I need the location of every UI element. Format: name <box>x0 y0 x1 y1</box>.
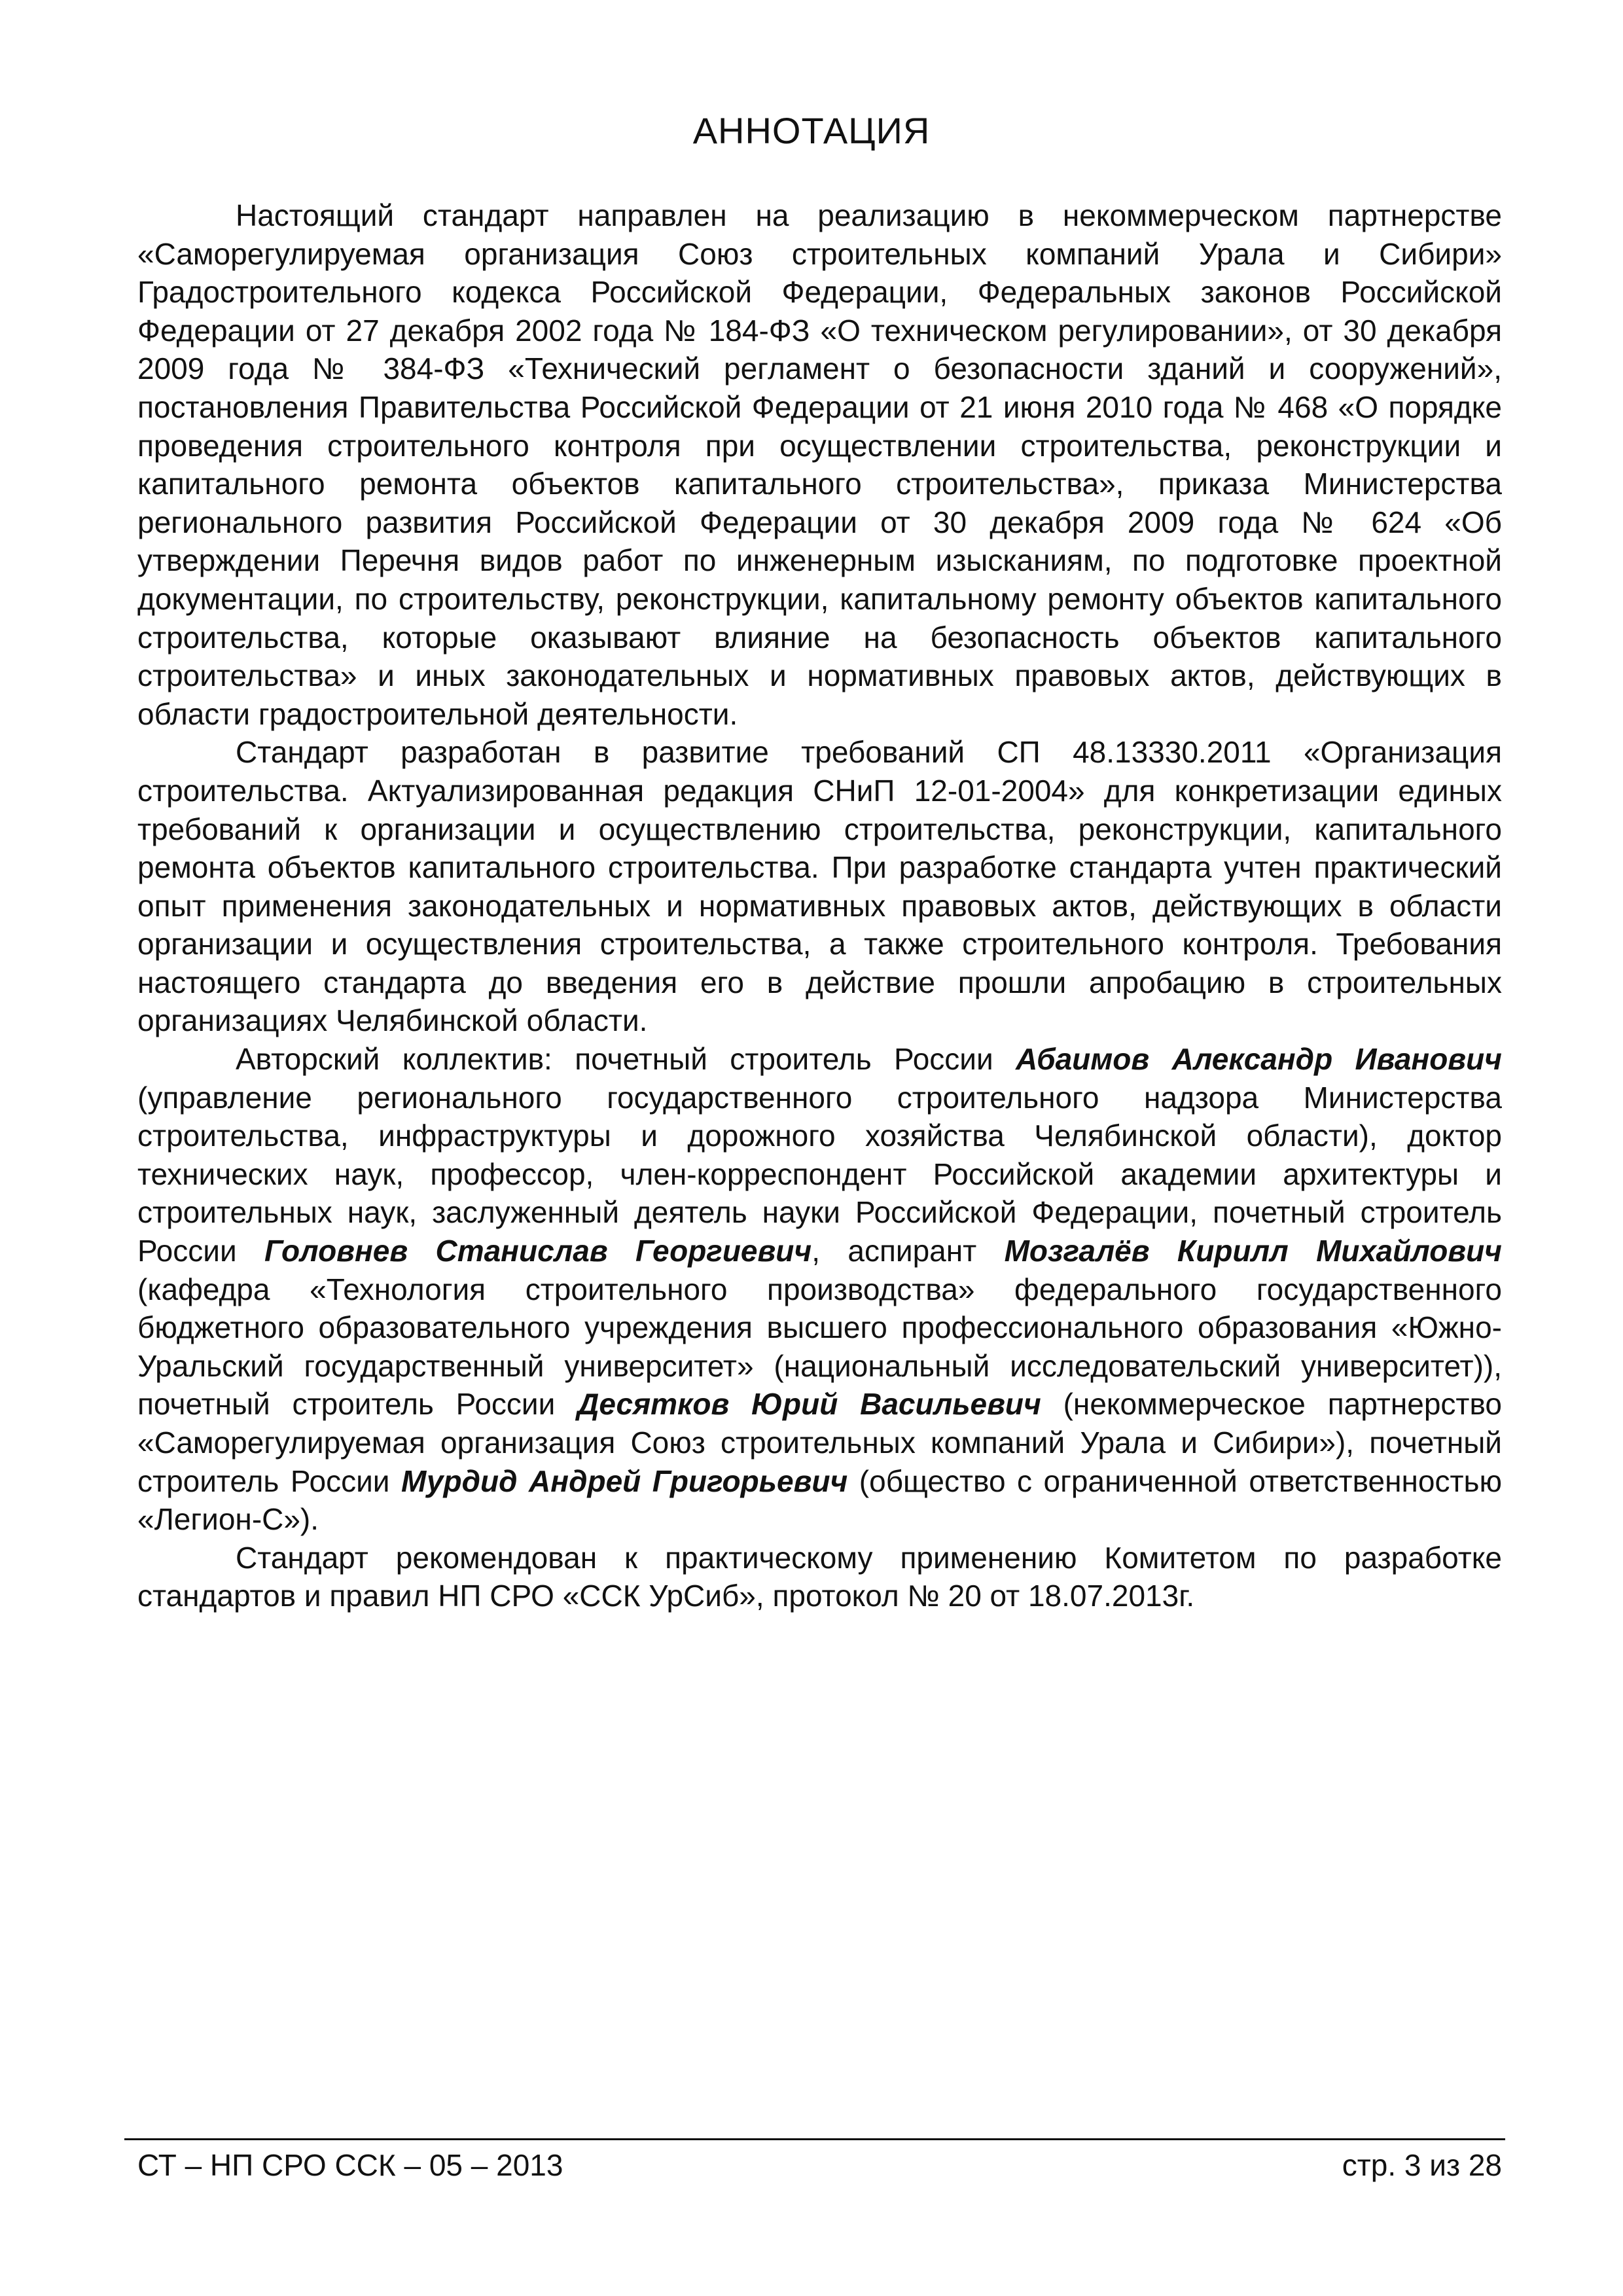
page-title: АННОТАЦИЯ <box>692 110 931 151</box>
authors-text-2: (управление регионального государственного строительного надзора Министерства строительства, инфраструктуры и дорожного хозяйства Челябинской области), доктор технических наук, профессор, член-корреспондент Российской академии архитектуры и строительных наук, заслуженный деятель науки Российской Федерации, почетный строитель России <box>137 1080 1502 1268</box>
authors-text-1: Авторский коллектив: почетный строитель России <box>236 1042 1016 1077</box>
paragraph-scope: Настоящий стандарт направлен на реализацию в некоммерческом партнерстве «Саморегулируемая организация Союз строительных компаний Урала и Сибири» Градостроительного кодекса Российской Федерации, Федеральных законов Российской Федерации от 27 декабря 2002 года № 184-ФЗ «О техническом регулировании», от 30 декабря 2009 года № 384-ФЗ «Технический регламент о безопасности зданий и сооружений», постановления Правительства Российской Федерации от 21 июня 2010 года № 468 «О порядке проведения строительного контроля при осуществлении строительства, реконструкции и капитального ремонта объектов капитального строительства», приказа Министерства регионального развития Российской Федерации от 30 декабря 2009 года № 624 «Об утверждении Перечня видов работ по инженерным изысканиям, по подготовке проектной документации, по строительству, реконструкции, капитальному ремонту объектов капитального строительства, которые оказывают влияние на безопасность объектов капитального строительства» и иных законодательных и нормативных правовых актов, действующих в области градостроительной деятельности. <box>137 198 1502 731</box>
authors-text-3: , аспирант <box>812 1234 1005 1268</box>
author-name-desyatkov: Десятков Юрий Васильевич <box>577 1387 1041 1422</box>
authors-text-5: (некоммерческое партнерство «Саморегулируемая организация Союз строительных компаний Урала и Сибири»), почетный строитель России <box>137 1387 1502 1498</box>
footer-divider <box>124 2138 1505 2140</box>
author-name-abaimov: Абаимов Александр Иванович <box>1016 1042 1502 1077</box>
paragraph-development: Стандарт разработан в развитие требований СП 48.13330.2011 «Организация строительства. Актуализированная редакция СНиП 12-01-2004» для конкретизации единых требований к организации и осуществлению строительства, реконструкции, капитального ремонта объектов капитального строительства. При разработке стандарта учтен практический опыт применения законодательных и нормативных правовых актов, действующих в области организации и осуществления строительства, а также строительного контроля. Требования настоящего стандарта до введения его в действие прошли апробацию в строительных организациях Челябинской области. <box>137 735 1502 1038</box>
footer-standard-code: СТ – НП СРО ССК – 05 – 2013 <box>137 2148 563 2182</box>
author-name-golovnev: Головнев Станислав Георгиевич <box>264 1234 812 1268</box>
authors-text-6: (общество с ограниченной ответственностью «Легион-С»). <box>137 1463 1502 1537</box>
footer-page-number: стр. 3 из 28 <box>1342 2148 1502 2182</box>
paragraph-recommendation: Стандарт рекомендован к практическому применению Комитетом по разработке стандартов и правил НП СРО «ССК УрСиб», протокол № 20 от 18.07.2013г. <box>137 1540 1502 1613</box>
paragraph-authors <box>137 1040 1502 1539</box>
authors-text-4: (кафедра «Технология строительного производства» федерального государственного бюджетного образовательного учреждения высшего профессионального образования «Южно-Уральский государственный университет» (национальный исследовательский университет)), почетный строитель России <box>137 1272 1502 1422</box>
author-name-murdid: Мурдид Андрей Григорьевич <box>401 1463 848 1498</box>
annotation-body <box>137 196 1502 1615</box>
author-name-mozgalev: Мозгалёв Кирилл Михайлович <box>1004 1234 1502 1268</box>
